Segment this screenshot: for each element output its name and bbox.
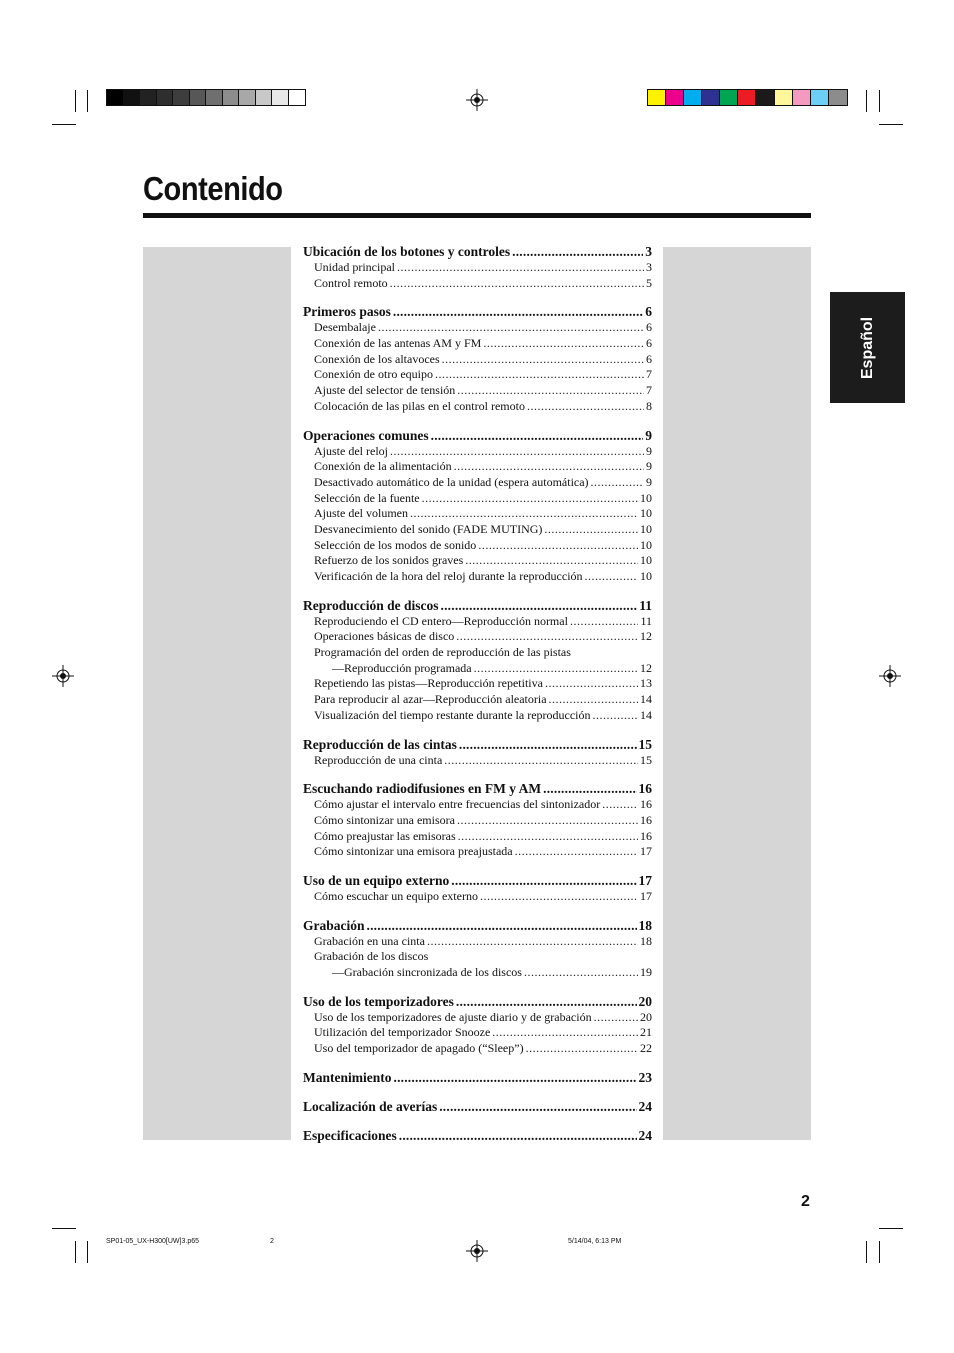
toc-item-page: 18	[640, 933, 652, 948]
toc-item	[303, 629, 652, 645]
toc-item-text: Selección de los modos de sonido	[314, 537, 477, 552]
calibration-swatch	[157, 90, 174, 105]
toc-item-text: Refuerzo de los sonidos graves	[314, 553, 464, 568]
calibration-swatch	[702, 90, 720, 105]
toc-leader	[515, 844, 638, 860]
toc-leader	[441, 597, 638, 614]
toc-item	[303, 844, 652, 860]
calibration-swatch	[684, 90, 702, 105]
toc-leader	[456, 629, 638, 645]
toc-section	[303, 872, 652, 889]
toc-section	[303, 780, 652, 797]
toc-section-title: Escuchando radiodifusiones en FM y AM	[303, 781, 542, 797]
language-tab	[830, 292, 905, 403]
toc-item-text: Verificación de la hora del reloj durante la reproducción	[314, 569, 583, 583]
toc-item-page: 22	[640, 1041, 652, 1056]
page-number: 2	[801, 1193, 810, 1210]
toc-item-page: 17	[640, 844, 652, 859]
crop-mark	[866, 1241, 867, 1263]
toc-item-page: 10	[640, 490, 652, 505]
crop-mark	[52, 124, 76, 125]
toc-section-page: 3	[645, 244, 652, 259]
toc-leader	[480, 889, 638, 905]
toc-section	[303, 597, 652, 614]
toc-leader	[367, 917, 637, 934]
toc-item-page: 6	[646, 320, 652, 335]
toc-item-text: Cómo preajustar las emisoras	[314, 828, 456, 843]
crop-mark	[879, 90, 880, 112]
toc-item-text: Operaciones básicas de disco	[314, 629, 455, 644]
toc-item-page: 7	[646, 367, 652, 382]
toc-item	[303, 553, 652, 569]
toc-item	[303, 538, 652, 554]
toc-item-text: Para reproducir al azar—Reproducción aleatoria	[314, 692, 547, 707]
toc-section-title: Uso de un equipo externo	[303, 872, 450, 888]
toc-leader	[458, 829, 638, 845]
toc-leader	[435, 367, 644, 383]
crop-mark	[87, 1241, 88, 1263]
calibration-swatch	[720, 90, 738, 105]
toc-leader	[585, 569, 638, 585]
crop-mark	[866, 90, 867, 112]
toc-section-title: Especificaciones	[303, 1127, 397, 1143]
toc-item-text: Reproduciendo el CD entero—Reproducción normal	[314, 613, 568, 628]
calibration-swatch	[190, 90, 207, 105]
toc-section	[303, 993, 652, 1010]
toc-section-page: 6	[645, 304, 652, 320]
color-calibration-bar	[647, 89, 848, 106]
toc-leader	[393, 303, 643, 320]
title-rule	[143, 213, 811, 218]
toc-item	[303, 320, 652, 336]
language-tab-label: Español	[858, 316, 876, 379]
toc-item-page: 9	[646, 443, 652, 458]
registration-target-icon	[466, 1240, 488, 1262]
toc-section	[303, 303, 652, 320]
toc-item	[303, 444, 652, 460]
toc-item-page: 13	[640, 676, 652, 691]
toc-section	[303, 427, 652, 444]
toc-leader	[474, 661, 638, 677]
toc-item-text: Desembalaje	[314, 320, 376, 335]
toc-item	[303, 708, 652, 724]
toc-item-page: 17	[640, 888, 652, 903]
toc-item-text: Cómo escuchar un equipo externo	[314, 888, 478, 903]
toc-leader	[594, 1010, 638, 1026]
toc-item-page: 10	[640, 553, 652, 568]
toc-item-text: Conexión de la alimentación	[314, 459, 452, 474]
crop-mark	[87, 90, 88, 112]
toc-section-page: 16	[638, 781, 652, 797]
toc-section	[303, 736, 652, 753]
toc-leader	[512, 243, 643, 260]
toc-item	[303, 645, 652, 661]
crop-mark	[75, 1241, 76, 1263]
toc-leader	[524, 965, 638, 981]
toc-item-page: 14	[640, 692, 652, 707]
toc-leader	[526, 1041, 638, 1057]
toc-item	[303, 383, 652, 399]
right-gray-panel	[663, 247, 811, 1140]
toc-item-text: Cómo ajustar el intervalo entre frecuencias del sintonizador	[314, 797, 601, 812]
toc-leader	[390, 444, 644, 460]
toc-leader	[397, 260, 644, 276]
toc-item	[303, 965, 652, 981]
toc-item-page: 14	[640, 707, 652, 722]
toc-item-page: 10	[640, 521, 652, 536]
toc-section-title: Reproducción de las cintas	[303, 736, 457, 752]
toc-section-page: 11	[639, 597, 652, 613]
left-gray-panel	[143, 247, 291, 1140]
toc-leader	[570, 614, 639, 630]
toc-item-page: 21	[640, 1025, 652, 1040]
toc-item-text: Ajuste del selector de tensión	[314, 383, 456, 398]
toc-leader	[591, 475, 644, 491]
toc-item	[303, 260, 652, 276]
toc-section	[303, 1098, 652, 1115]
toc-section	[303, 243, 652, 260]
toc-leader	[378, 320, 644, 336]
toc-leader	[457, 813, 638, 829]
toc-section-page: 23	[638, 1069, 652, 1085]
calibration-swatch	[140, 90, 157, 105]
toc-item-text: Grabación en una cinta	[314, 933, 425, 948]
toc-section	[303, 1127, 652, 1144]
crop-mark	[75, 90, 76, 112]
toc-item-text: Ajuste del reloj	[314, 443, 388, 458]
toc-item	[303, 276, 652, 292]
toc-item-text: Unidad principal	[314, 260, 395, 274]
grayscale-calibration-bar	[106, 89, 306, 106]
toc-item-text: Grabación de los discos	[314, 949, 429, 964]
registration-target-icon	[879, 665, 901, 687]
toc-section-title: Reproducción de discos	[303, 597, 439, 613]
toc-item	[303, 367, 652, 383]
toc-item	[303, 676, 652, 692]
calibration-swatch	[173, 90, 190, 105]
toc-item-text: —Reproducción programada	[332, 660, 472, 675]
toc-item	[303, 569, 652, 585]
toc-section-title: Primeros pasos	[303, 304, 391, 320]
toc-item-text: Utilización del temporizador Snooze	[314, 1025, 491, 1040]
toc-leader	[527, 399, 644, 415]
toc-item-text: Reproducción de una cinta	[314, 752, 443, 767]
toc-section-title: Uso de los temporizadores	[303, 993, 454, 1009]
calibration-swatch	[811, 90, 829, 105]
toc-section-title: Ubicación de los botones y controles	[303, 244, 511, 259]
calibration-swatch	[738, 90, 756, 105]
toc-item-page: 16	[640, 812, 652, 827]
calibration-swatch	[272, 90, 289, 105]
toc-item-page: 19	[640, 965, 652, 979]
toc-item-page: 6	[646, 336, 652, 351]
toc-item-page: 16	[640, 828, 652, 843]
toc-item	[303, 399, 652, 415]
calibration-swatch	[256, 90, 273, 105]
toc-leader	[544, 522, 638, 538]
toc-item-text: Cómo sintonizar una emisora	[314, 812, 455, 827]
toc-item-text: Conexión de los altavoces	[314, 351, 440, 366]
toc-leader	[442, 352, 644, 368]
calibration-swatch	[829, 90, 847, 105]
toc-leader	[478, 538, 638, 554]
toc-item-text: Conexión de otro equipo	[314, 367, 433, 382]
toc-item	[303, 661, 652, 677]
toc-leader	[543, 780, 636, 797]
footer-timestamp: 5/14/04, 6:13 PM	[568, 1238, 622, 1245]
toc-item-page: 20	[640, 1009, 652, 1024]
toc-leader	[427, 934, 638, 950]
toc-item-text: Desactivado automático de la unidad (espera automática)	[314, 474, 589, 489]
page-title: Contenido	[143, 170, 283, 207]
toc-item-text: Desvanecimiento del sonido (FADE MUTING)	[314, 521, 543, 536]
toc-leader	[465, 553, 638, 569]
calibration-swatch	[223, 90, 240, 105]
toc-item-page: 3	[646, 260, 652, 274]
toc-item-text: Ajuste del volumen	[314, 506, 408, 521]
calibration-swatch	[124, 90, 141, 105]
toc-leader	[454, 459, 644, 475]
toc-leader	[545, 676, 638, 692]
toc-section-page: 17	[638, 872, 652, 888]
registration-target-icon	[466, 89, 488, 111]
toc-item-text: Selección de la fuente	[314, 490, 420, 505]
calibration-swatch	[666, 90, 684, 105]
crop-mark	[879, 1241, 880, 1263]
footer-file: SP01-05_UX-H300[UW]3.p65	[106, 1238, 199, 1245]
toc-leader	[459, 736, 637, 753]
toc-item	[303, 459, 652, 475]
calibration-swatch	[756, 90, 774, 105]
toc-item	[303, 829, 652, 845]
toc-section-page: 9	[645, 427, 652, 443]
toc-leader	[549, 692, 638, 708]
toc-section-page: 20	[638, 993, 652, 1009]
toc-section-page: 15	[638, 736, 652, 752]
footer-page: 2	[270, 1238, 274, 1245]
toc-item-text: Colocación de las pilas en el control remoto	[314, 398, 525, 413]
toc-leader	[456, 993, 637, 1010]
toc-leader	[399, 1127, 637, 1144]
toc-item-page: 6	[646, 351, 652, 366]
toc-item	[303, 797, 652, 813]
toc-item-page: 12	[640, 629, 652, 644]
toc-leader	[457, 383, 644, 399]
toc-leader	[431, 427, 644, 444]
table-of-contents	[303, 243, 652, 1144]
toc-item	[303, 336, 652, 352]
toc-item-page: 9	[646, 474, 652, 489]
toc-leader	[483, 336, 644, 352]
toc-item-text: Visualización del tiempo restante durante la reproducción	[314, 707, 591, 722]
toc-item-page: 15	[640, 752, 652, 767]
toc-item-page: 9	[646, 459, 652, 474]
calibration-swatch	[289, 90, 306, 105]
toc-item-page: 16	[640, 797, 652, 812]
calibration-swatch	[648, 90, 666, 105]
toc-leader	[602, 797, 638, 813]
toc-item-page: 12	[640, 660, 652, 675]
calibration-swatch	[793, 90, 811, 105]
toc-leader	[410, 506, 638, 522]
toc-item-text: —Grabación sincronizada de los discos	[332, 965, 522, 979]
toc-item-text: Uso de los temporizadores de ajuste diario y de grabación	[314, 1009, 592, 1024]
toc-section-page: 18	[638, 917, 652, 933]
toc-item	[303, 889, 652, 905]
toc-item-page: 8	[646, 398, 652, 413]
toc-section-page: 24	[638, 1127, 652, 1143]
toc-leader	[492, 1025, 638, 1041]
toc-leader	[439, 1098, 636, 1115]
toc-item	[303, 491, 652, 507]
crop-mark	[52, 1228, 76, 1229]
toc-section	[303, 1069, 652, 1086]
toc-section-title: Mantenimiento	[303, 1069, 392, 1085]
toc-section	[303, 917, 652, 934]
toc-item-text: Programación del orden de reproducción de las pistas	[314, 645, 571, 660]
toc-item	[303, 1025, 652, 1041]
toc-item-text: Uso del temporizador de apagado (“Sleep”)	[314, 1041, 524, 1056]
toc-item-text: Cómo sintonizar una emisora preajustada	[314, 844, 513, 859]
toc-leader	[451, 872, 636, 889]
toc-item	[303, 614, 652, 630]
crop-mark	[879, 1228, 903, 1229]
toc-leader	[593, 708, 638, 724]
calibration-swatch	[107, 90, 124, 105]
crop-mark	[879, 124, 903, 125]
calibration-swatch	[775, 90, 793, 105]
toc-leader	[390, 276, 644, 292]
toc-section-title: Grabación	[303, 917, 365, 933]
toc-item-page: 10	[640, 537, 652, 552]
toc-section-page: 24	[638, 1098, 652, 1114]
toc-item	[303, 934, 652, 950]
toc-item-text: Control remoto	[314, 275, 388, 290]
toc-item-text: Conexión de las antenas AM y FM	[314, 336, 482, 351]
toc-item	[303, 475, 652, 491]
toc-section-title: Operaciones comunes	[303, 427, 429, 443]
toc-leader	[394, 1069, 637, 1086]
toc-item	[303, 949, 652, 965]
toc-section-title: Localización de averías	[303, 1098, 438, 1114]
toc-item-page: 10	[640, 569, 652, 583]
toc-item	[303, 753, 652, 769]
toc-item	[303, 692, 652, 708]
toc-item	[303, 1041, 652, 1057]
toc-item-page: 11	[640, 613, 652, 628]
calibration-swatch	[206, 90, 223, 105]
toc-item	[303, 1010, 652, 1026]
toc-item-page: 10	[640, 506, 652, 521]
toc-item	[303, 352, 652, 368]
toc-item-page: 5	[646, 275, 652, 290]
toc-item-page: 7	[646, 383, 652, 398]
calibration-swatch	[239, 90, 256, 105]
toc-leader	[444, 753, 638, 769]
toc-item	[303, 506, 652, 522]
toc-leader	[422, 491, 638, 507]
toc-item	[303, 813, 652, 829]
toc-item	[303, 522, 652, 538]
toc-item-text: Repetiendo las pistas—Reproducción repetitiva	[314, 676, 543, 691]
registration-target-icon	[52, 665, 74, 687]
